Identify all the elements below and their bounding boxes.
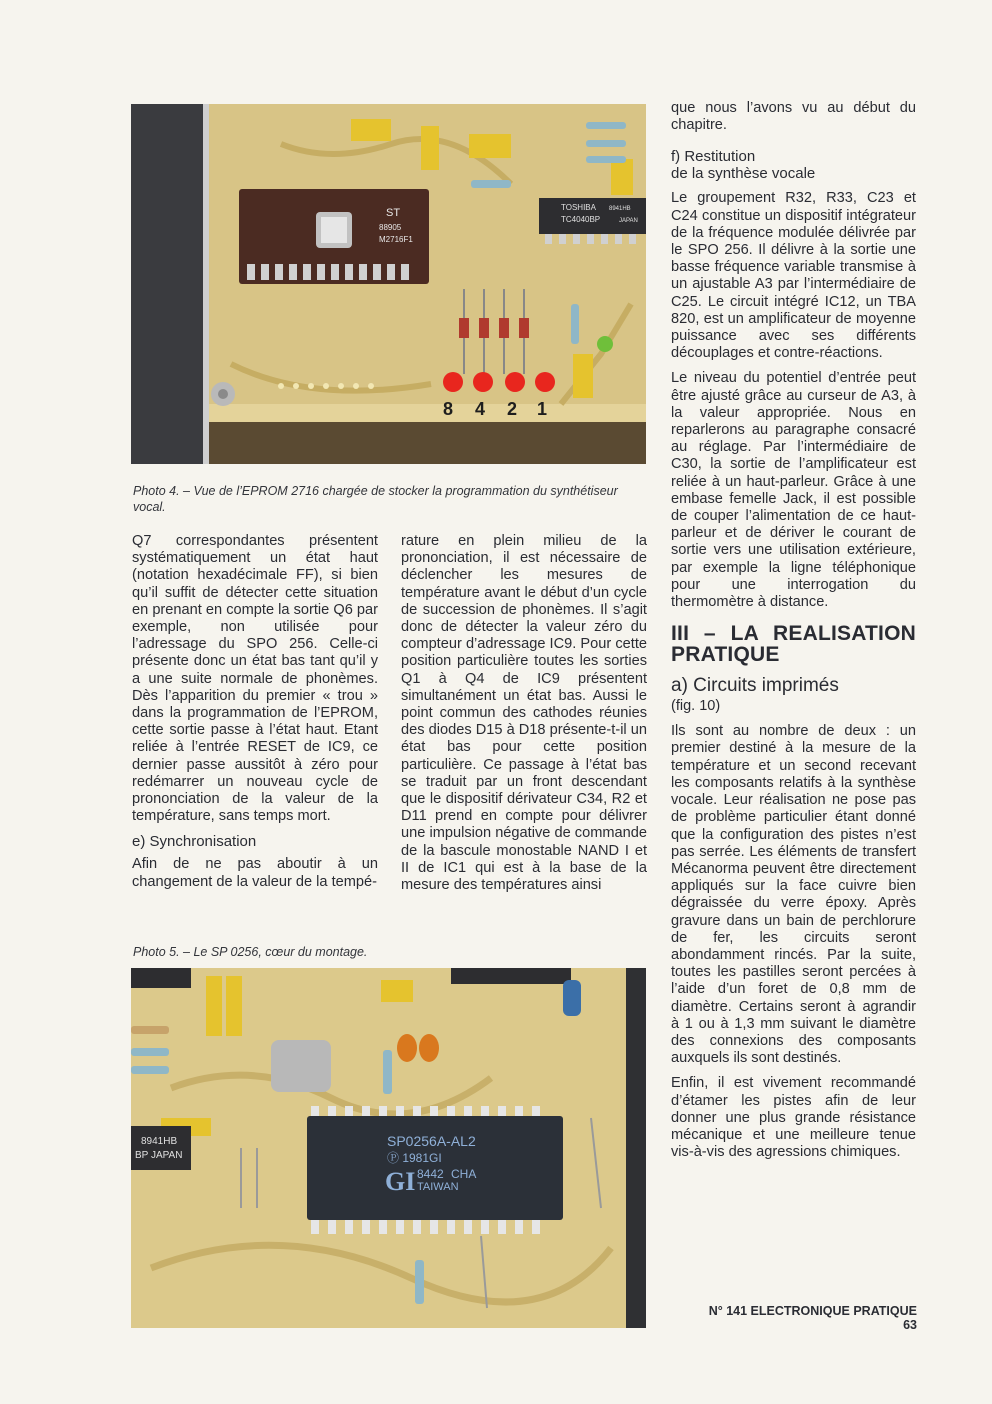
heading-restitution-line2: de la synthèse vocale	[671, 165, 816, 183]
column3-paragraph-4: Enfin, il est vivement recommandé d’étamer les pistes afin de leur donner une plus grande résistance mécanique et une meilleure tenue vis-à-vis des agressions chimiques.	[671, 1075, 916, 1161]
eprom-code: 88905	[379, 223, 402, 232]
photo-sp0256-board	[131, 968, 646, 1328]
main-chip-lot: CHA	[451, 1167, 477, 1181]
column-3	[671, 100, 916, 1169]
column-2	[401, 533, 647, 902]
side-chip-code: 8941HB	[141, 1136, 178, 1147]
column3-paragraph-3: Ils sont au nombre de deux : un premier destiné à la mesure de la température et un second recevant les composants relatifs à la synthèse vocale. Leur réalisation ne pose pas de problème particulier étant donné que la configuration des pistes n’est pas serrée. Les éléments de transfert Mécanorma peuvent être directement appliqués sur la face cuivre bien dégraissée du verre époxy. Après gravure dans un bain de perchlorure de fer, les circuits seront abondamment rincés. Par la suite, toutes les pastilles seront percées à l’aide d’un foret de 0,8 mm de diamètre. Certains seront à agrandir à 1 ou à 1,3 mm suivant le diamètre des connexions des composants auxquels ils sont destinés.	[671, 723, 916, 1067]
column1-paragraph-2: Afin de ne pas aboutir à un changement de la valeur de la tempé-	[132, 856, 378, 890]
column3-paragraph-0: que nous l’avons vu au début du chapitre.	[671, 100, 916, 134]
board-digit-1: 1	[537, 399, 548, 419]
column3-paragraph-1: Le groupement R32, R33, C23 et C24 constitue un dispositif intégrateur de la fréquence modulée délivrée par le SPO 256. Il délivre à la sortie une basse fréquence variable transmise à un ajustable A3 par l’intermédiaire de C25. Le circuit intégré IC12, un TBA 820, est un amplificateur de moyenne puissance avec ses différents découplages et contre-réactions.	[671, 190, 916, 362]
counter-chip-origin: JAPAN	[619, 218, 638, 224]
side-chip-origin: BP JAPAN	[135, 1150, 183, 1161]
heading-circuits-imprimes	[671, 675, 916, 715]
heading-section-3: III – LA REALISATION PRATIQUE	[671, 622, 916, 667]
heading-synchronisation: e) Synchronisation	[132, 833, 257, 851]
main-chip-origin: TAIWAN	[417, 1181, 459, 1193]
column1-paragraph-1: Q7 correspondantes présentent systématiquement un état haut (notation hexadécimale FF), si bien qu’il suffit de détecter cette situation en prenant en compte la sortie Q6 par exemple, non utilisée pour l’adressage du SPO 256. Celle-ci présente donc un état bas tant qu’il y a une suite normale de phonèmes. Dès l’apparition du premier « trou » dans la programmation de l’EPROM, cette sortie passe à l’état haut. Etant reliée à l’entrée RESET de IC9, ce dernier passe aussitôt à zéro pour redémarrer un nouveau cycle de prononciation de la valeur de la température, sans temps mort.	[132, 533, 378, 825]
main-chip-part: SP0256A-AL2	[387, 1133, 476, 1149]
main-chip-date: 8442	[417, 1167, 444, 1181]
photo5-caption: Photo 5. – Le SP 0256, cœur du montage.	[133, 945, 368, 959]
heading-restitution-line1: f) Restitution	[671, 148, 756, 166]
board-digit-8: 8	[443, 399, 454, 419]
column2-paragraph-1: rature en plein milieu de la prononciation, il est nécessaire de déclencher les mesures de température avant le début d’un cycle de succession de phonèmes. Il s’agit donc de détecter la valeur zéro du compteur d’adressage IC9. Pour cette position particulière toutes les sorties Q1 à Q4 de IC9 présentent simultanément un état bas. Aussi le point commun des cathodes réunies des diodes D15 à D18 présente-t-il un état bas pour cette position particulière. Ce passage à l’état bas se traduit par un front descendant que le dispositif dérivateur C34, R2 et D11 prend en compte pour délivrer une impulsion négative de commande de la bascule monostable NAND I et II de IC1 qui est à la base de la mesure des températures ainsi	[401, 533, 647, 894]
photo-sp0256-illustration	[131, 968, 646, 1328]
eprom-part: M2716F1	[379, 235, 413, 244]
counter-chip-part: TC4040BP	[561, 215, 601, 224]
photo-eprom-board	[131, 104, 646, 464]
heading-restitution	[671, 148, 916, 182]
page-folio: N° 141 ELECTRONIQUE PRATIQUE 63	[708, 1304, 917, 1332]
photo4-caption: Photo 4. – Vue de l’EPROM 2716 chargée de stocker la programmation du synthétiseur vocal.	[133, 484, 618, 514]
board-digit-2: 2	[507, 399, 518, 419]
main-chip-logo: GI	[385, 1167, 416, 1196]
heading-circuits-imprimes-title: a) Circuits imprimés	[671, 675, 839, 697]
photo-eprom-illustration	[131, 104, 646, 464]
counter-chip-code: 8941HB	[609, 206, 631, 212]
column-1	[132, 533, 378, 899]
counter-chip-brand: TOSHIBA	[561, 203, 596, 212]
heading-circuits-imprimes-ref: (fig. 10)	[671, 698, 721, 715]
column3-paragraph-2: Le niveau du potentiel d’entrée peut être ajusté grâce au curseur de A3, à la valeur appropriée. Nous en reparlerons au paragraphe consacré au réglage. Par l’intermédiaire de C30, la sortie de l’amplificateur est reliée à un haut-parleur. Grâce à une embase femelle Jack, il est possible de couper l’alimentation de ce haut-parleur et de dériver le courant de sortie vers une utilisation extérieure, par exemple la ligne téléphonique pour une interrogation du thermomètre à distance.	[671, 370, 916, 611]
eprom-logo: ST	[386, 207, 401, 219]
main-chip-copyright: Ⓟ 1981GI	[387, 1151, 442, 1165]
board-digit-4: 4	[475, 399, 486, 419]
